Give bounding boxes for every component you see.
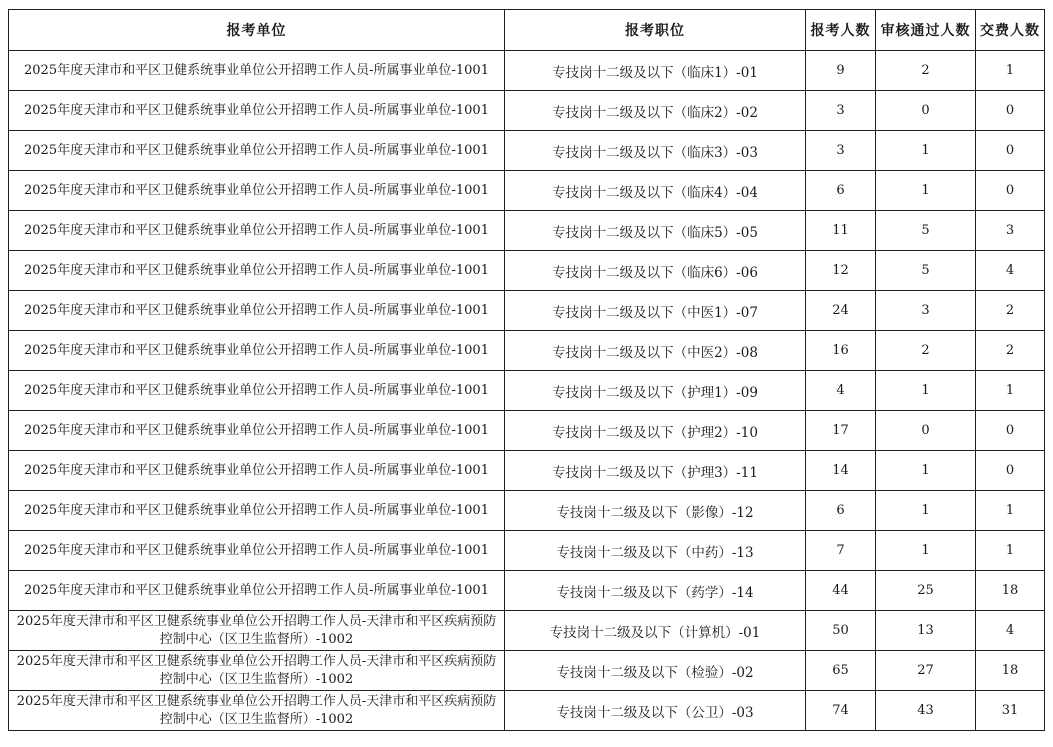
- cell-position: 专技岗十二级及以下（中医1）-07: [505, 291, 806, 331]
- table-row: [9, 211, 1045, 251]
- cell-paid: 2: [976, 331, 1045, 371]
- cell-paid: 0: [976, 91, 1045, 131]
- cell-approved: 0: [876, 91, 976, 131]
- cell-position: 专技岗十二级及以下（临床5）-05: [505, 211, 806, 251]
- cell-unit: 2025年度天津市和平区卫健系统事业单位公开招聘工作人员-天津市和平区疾病预防控制中心（区卫生监督所）-1002: [9, 691, 505, 731]
- cell-unit: 2025年度天津市和平区卫健系统事业单位公开招聘工作人员-所属事业单位-1001: [9, 291, 505, 331]
- cell-position: 专技岗十二级及以下（中医2）-08: [505, 331, 806, 371]
- cell-applicants: 11: [806, 211, 876, 251]
- cell-unit: 2025年度天津市和平区卫健系统事业单位公开招聘工作人员-所属事业单位-1001: [9, 451, 505, 491]
- table-body: [9, 51, 1045, 731]
- cell-applicants: 44: [806, 571, 876, 611]
- registration-table: [8, 9, 1045, 731]
- table-row: [9, 531, 1045, 571]
- header-position: 报考职位: [505, 10, 806, 51]
- cell-approved: 2: [876, 331, 976, 371]
- cell-paid: 4: [976, 611, 1045, 651]
- cell-unit: 2025年度天津市和平区卫健系统事业单位公开招聘工作人员-所属事业单位-1001: [9, 91, 505, 131]
- cell-position: 专技岗十二级及以下（护理2）-10: [505, 411, 806, 451]
- cell-paid: 18: [976, 651, 1045, 691]
- cell-approved: 1: [876, 491, 976, 531]
- cell-paid: 4: [976, 251, 1045, 291]
- cell-approved: 1: [876, 171, 976, 211]
- cell-applicants: 6: [806, 491, 876, 531]
- cell-unit: 2025年度天津市和平区卫健系统事业单位公开招聘工作人员-所属事业单位-1001: [9, 251, 505, 291]
- cell-applicants: 65: [806, 651, 876, 691]
- header-unit: 报考单位: [9, 10, 505, 51]
- cell-position: 专技岗十二级及以下（检验）-02: [505, 651, 806, 691]
- cell-approved: 1: [876, 451, 976, 491]
- cell-position: 专技岗十二级及以下（中药）-13: [505, 531, 806, 571]
- table-row: [9, 131, 1045, 171]
- cell-applicants: 12: [806, 251, 876, 291]
- table-row: [9, 331, 1045, 371]
- table-row: [9, 571, 1045, 611]
- cell-paid: 0: [976, 451, 1045, 491]
- cell-approved: 3: [876, 291, 976, 331]
- cell-applicants: 3: [806, 91, 876, 131]
- table-row: [9, 611, 1045, 651]
- header-row: [9, 10, 1045, 51]
- cell-position: 专技岗十二级及以下（影像）-12: [505, 491, 806, 531]
- cell-paid: 1: [976, 491, 1045, 531]
- table-header: [9, 10, 1045, 51]
- cell-position: 专技岗十二级及以下（临床3）-03: [505, 131, 806, 171]
- cell-unit: 2025年度天津市和平区卫健系统事业单位公开招聘工作人员-所属事业单位-1001: [9, 571, 505, 611]
- table-row: [9, 371, 1045, 411]
- cell-unit: 2025年度天津市和平区卫健系统事业单位公开招聘工作人员-所属事业单位-1001: [9, 371, 505, 411]
- table-row: [9, 451, 1045, 491]
- cell-paid: 3: [976, 211, 1045, 251]
- header-paid: 交费人数: [976, 10, 1045, 51]
- cell-approved: 5: [876, 211, 976, 251]
- cell-unit: 2025年度天津市和平区卫健系统事业单位公开招聘工作人员-所属事业单位-1001: [9, 411, 505, 451]
- table-row: [9, 251, 1045, 291]
- cell-approved: 1: [876, 531, 976, 571]
- cell-paid: 0: [976, 171, 1045, 211]
- cell-position: 专技岗十二级及以下（药学）-14: [505, 571, 806, 611]
- cell-unit: 2025年度天津市和平区卫健系统事业单位公开招聘工作人员-所属事业单位-1001: [9, 211, 505, 251]
- cell-unit: 2025年度天津市和平区卫健系统事业单位公开招聘工作人员-天津市和平区疾病预防控制中心（区卫生监督所）-1002: [9, 651, 505, 691]
- cell-approved: 2: [876, 51, 976, 91]
- cell-approved: 5: [876, 251, 976, 291]
- cell-applicants: 50: [806, 611, 876, 651]
- cell-position: 专技岗十二级及以下（护理3）-11: [505, 451, 806, 491]
- cell-paid: 1: [976, 371, 1045, 411]
- cell-unit: 2025年度天津市和平区卫健系统事业单位公开招聘工作人员-所属事业单位-1001: [9, 131, 505, 171]
- cell-unit: 2025年度天津市和平区卫健系统事业单位公开招聘工作人员-所属事业单位-1001: [9, 331, 505, 371]
- table-row: [9, 291, 1045, 331]
- cell-position: 专技岗十二级及以下（护理1）-09: [505, 371, 806, 411]
- cell-paid: 1: [976, 531, 1045, 571]
- cell-approved: 13: [876, 611, 976, 651]
- cell-applicants: 6: [806, 171, 876, 211]
- cell-approved: 27: [876, 651, 976, 691]
- header-approved: 审核通过人数: [876, 10, 976, 51]
- table-row: [9, 51, 1045, 91]
- cell-approved: 1: [876, 131, 976, 171]
- cell-position: 专技岗十二级及以下（临床2）-02: [505, 91, 806, 131]
- cell-paid: 31: [976, 691, 1045, 731]
- cell-applicants: 16: [806, 331, 876, 371]
- cell-paid: 18: [976, 571, 1045, 611]
- cell-approved: 0: [876, 411, 976, 451]
- cell-applicants: 3: [806, 131, 876, 171]
- cell-position: 专技岗十二级及以下（临床4）-04: [505, 171, 806, 211]
- cell-applicants: 17: [806, 411, 876, 451]
- cell-paid: 1: [976, 51, 1045, 91]
- cell-unit: 2025年度天津市和平区卫健系统事业单位公开招聘工作人员-所属事业单位-1001: [9, 51, 505, 91]
- table-row: [9, 171, 1045, 211]
- cell-position: 专技岗十二级及以下（公卫）-03: [505, 691, 806, 731]
- cell-approved: 43: [876, 691, 976, 731]
- cell-paid: 2: [976, 291, 1045, 331]
- header-applicants: 报考人数: [806, 10, 876, 51]
- cell-approved: 25: [876, 571, 976, 611]
- cell-paid: 0: [976, 131, 1045, 171]
- cell-approved: 1: [876, 371, 976, 411]
- cell-applicants: 14: [806, 451, 876, 491]
- table-row: [9, 91, 1045, 131]
- cell-applicants: 4: [806, 371, 876, 411]
- table-row: [9, 411, 1045, 451]
- cell-unit: 2025年度天津市和平区卫健系统事业单位公开招聘工作人员-天津市和平区疾病预防控制中心（区卫生监督所）-1002: [9, 611, 505, 651]
- cell-position: 专技岗十二级及以下（临床1）-01: [505, 51, 806, 91]
- cell-position: 专技岗十二级及以下（临床6）-06: [505, 251, 806, 291]
- table-row: [9, 651, 1045, 691]
- cell-applicants: 74: [806, 691, 876, 731]
- cell-unit: 2025年度天津市和平区卫健系统事业单位公开招聘工作人员-所属事业单位-1001: [9, 531, 505, 571]
- cell-unit: 2025年度天津市和平区卫健系统事业单位公开招聘工作人员-所属事业单位-1001: [9, 491, 505, 531]
- cell-unit: 2025年度天津市和平区卫健系统事业单位公开招聘工作人员-所属事业单位-1001: [9, 171, 505, 211]
- table-row: [9, 491, 1045, 531]
- table-row: [9, 691, 1045, 731]
- cell-position: 专技岗十二级及以下（计算机）-01: [505, 611, 806, 651]
- cell-applicants: 9: [806, 51, 876, 91]
- cell-paid: 0: [976, 411, 1045, 451]
- cell-applicants: 24: [806, 291, 876, 331]
- cell-applicants: 7: [806, 531, 876, 571]
